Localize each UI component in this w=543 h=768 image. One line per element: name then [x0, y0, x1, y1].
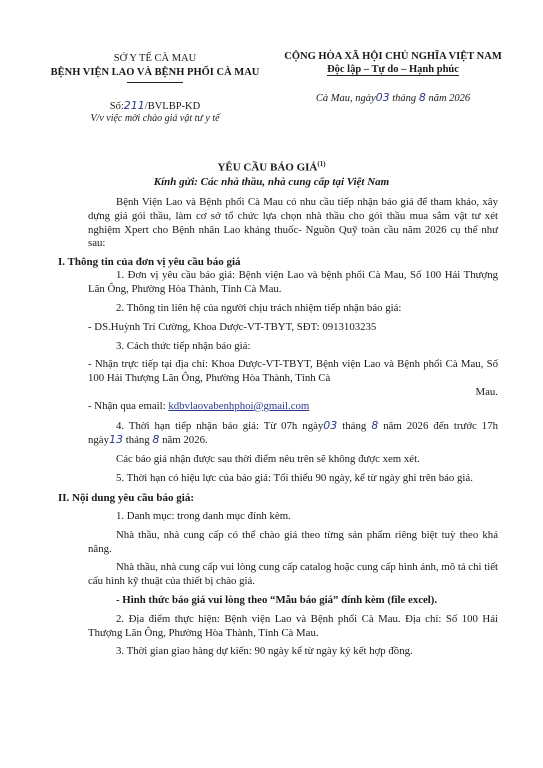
s1-contact: - DS.Huỳnh Trí Cường, Khoa Dược-VT-TBYT, SĐT: 0913103235	[88, 320, 377, 333]
hospital-name: BỆNH VIỆN LAO VÀ BỆNH PHỔI CÀ MAU	[50, 67, 260, 79]
handwritten-start-day: 03	[323, 418, 338, 432]
issue-date: Cà Mau, ngày03 tháng 8 năm 2026	[315, 90, 471, 104]
s2-item-2: 2. Địa điểm thực hiện: Bệnh viện Lao và Bệnh phổi Cà Mau. Địa chỉ: Số 100 Hải Thượng Lãn Ông, Phường Hòa Thành, Tỉnh Cà Mau.	[88, 612, 498, 639]
handwritten-number: 211	[123, 98, 145, 112]
handwritten-end-day: 13	[109, 433, 123, 447]
s2-note-3: - Hình thức báo giá vui lòng theo “Mẫu báo giá” đính kèm (file excel).	[116, 594, 438, 607]
document-subject: V/v việc mời chào giá vật tư y tế	[90, 113, 220, 125]
s2-item-3: 3. Thời gian giao hàng dự kiến: 90 ngày kể từ ngày ký kết hợp đồng.	[116, 645, 413, 658]
national-header	[262, 50, 524, 105]
document-body	[58, 196, 498, 659]
recipient-line: Kính gửi: Các nhà thầu, nhà cung cấp tại Việt Nam	[153, 175, 390, 188]
s1-item-5: 5. Thời hạn có hiệu lực của báo giá: Tối thiểu 90 ngày, kể từ ngày ghi trên báo giá.	[116, 472, 473, 485]
email-link[interactable]: kdbvlaovabenhphoi@gmail.com	[168, 399, 310, 412]
handwritten-end-month: 8	[152, 433, 160, 447]
s1-item-2: 2. Thông tin liên hệ của người chịu trách nhiệm tiếp nhận báo giá:	[116, 301, 402, 314]
section-2-heading: II. Nội dung yêu cầu báo giá:	[58, 491, 195, 504]
document-title: YÊU CẦU BÁO GIÁ$^{(1)}$	[217, 160, 326, 174]
s1-email-line: - Nhận qua email: kdbvlaovabenhphoi@gmail.com	[88, 399, 310, 412]
motto: Độc lập – Tự do – Hạnh phúc	[327, 64, 459, 76]
intro-paragraph: Bệnh Viện Lao và Bệnh phổi Cà Mau có nhu cầu tiếp nhận báo giá để tham khảo, xây dựng giá gói thầu, làm cơ sở tổ chức lựa chọn nhà thầu cho gói thầu mua sắm vật tư xét nghiệm Xpert cho Bệnh nhân Lao kháng thuốc- Nguồn Quỹ toàn cầu năm 2026 cụ thể như sau:	[88, 196, 498, 250]
s1-late-note: Các báo giá nhận được sau thời điểm nêu trên sẽ không được xem xét.	[116, 453, 420, 466]
s1-item-3: 3. Cách thức tiếp nhận báo giá:	[116, 339, 251, 352]
s1-item-1: 1. Đơn vị yêu cầu báo giá: Bệnh viện Lao và bệnh phổi Cà Mau, Số 100 Hải Thượng Lãn Ông, Phường Hòa Thành, Tỉnh Cà Mau.	[88, 269, 498, 296]
s1-item-4: 4. Thời hạn tiếp nhận báo giá: Từ 07h ngày03 tháng 8 năm 2026 đến trước 17h ngày13 tháng 8 năm 2026.	[88, 418, 498, 447]
s2-note-1: Nhà thầu, nhà cung cấp có thể chào giá theo từng sản phẩm riêng biệt tuỳ theo khả năng.	[88, 528, 498, 555]
handwritten-day: 03	[375, 90, 390, 104]
department-name: SỞ Y TẾ CÀ MAU	[113, 53, 197, 64]
issuer-underline	[127, 82, 183, 83]
handwritten-month: 8	[418, 90, 426, 104]
document-number: Số:211/BVLBP-KD	[109, 98, 201, 112]
document-title-block	[0, 160, 543, 189]
section-1-heading: I. Thông tin của đơn vị yêu cầu báo giá	[58, 256, 241, 269]
s2-item-1: 1. Danh mục: trong danh mục đính kèm.	[116, 509, 291, 522]
s2-note-2: Nhà thầu, nhà cung cấp vui lòng cung cấp catalog hoặc cung cấp hình ảnh, mô tả chi tiết cấu hình kỹ thuật của thiết bị chào giá.	[88, 561, 498, 588]
handwritten-start-month: 8	[371, 418, 379, 432]
country-name: CỘNG HÒA XÃ HỘI CHỦ NGHĨA VIỆT NAM	[284, 51, 502, 62]
s1-direct-address-end: Mau.	[475, 386, 498, 399]
issuer-block	[30, 52, 280, 126]
s1-direct-address: - Nhận trực tiếp tại địa chỉ: Khoa Dược-VT-TBYT, Bệnh viện Lao và Bệnh phổi Cà Mau, Số 100 Hải Thượng Lãn Ông, Phường Hòa Thành, Tỉnh Cà	[88, 358, 498, 385]
